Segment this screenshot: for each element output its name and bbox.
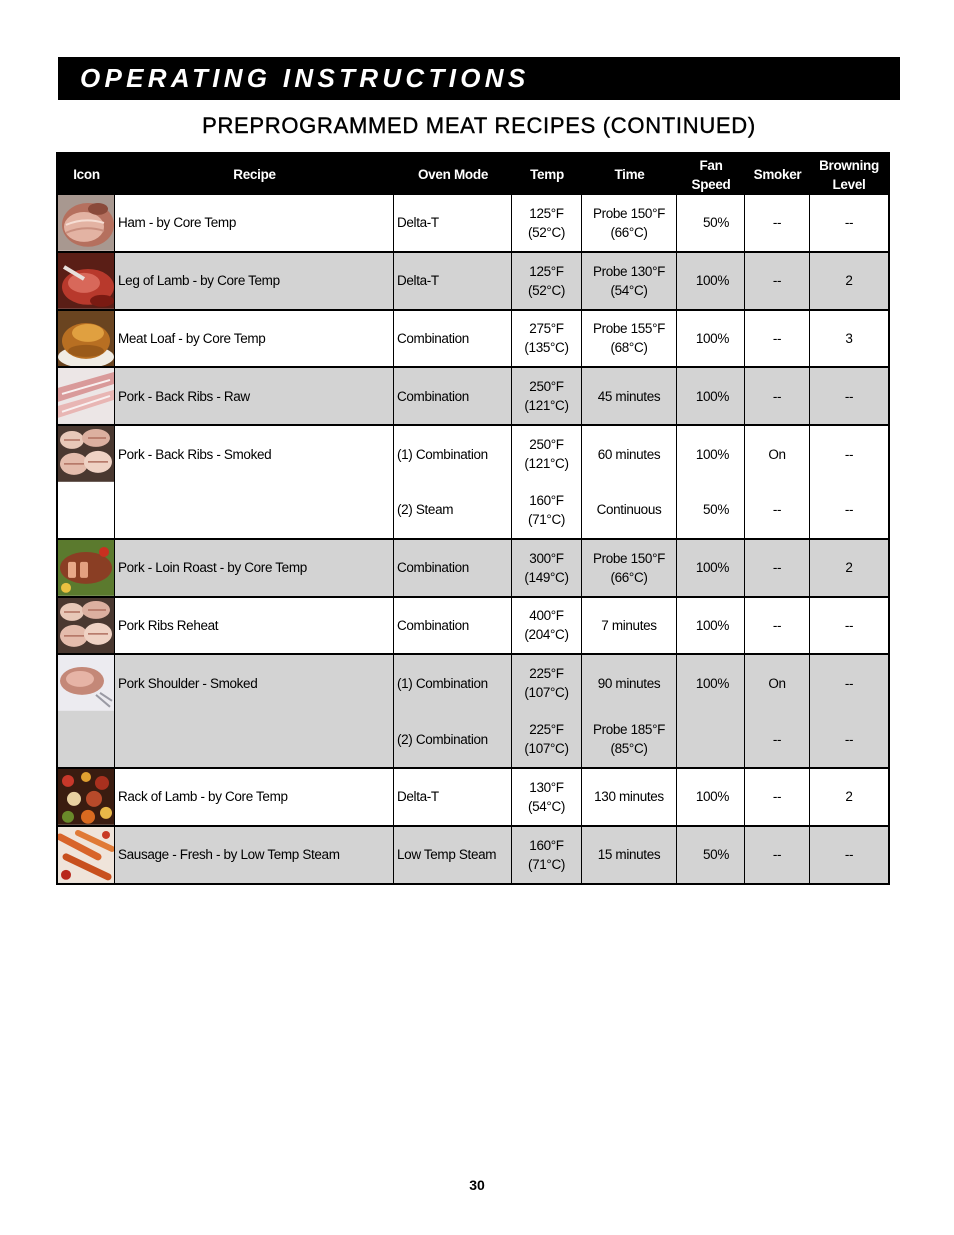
fan-speed-cell	[677, 540, 745, 596]
header-time	[582, 154, 677, 195]
temperature: (52°C)	[527, 282, 566, 298]
cook-time-cell	[582, 368, 677, 424]
temperature-cell	[512, 253, 582, 309]
temperature-cell	[512, 598, 582, 654]
fan-speed-cell	[677, 598, 745, 654]
temperature-cell	[512, 655, 582, 711]
smoker: --	[772, 847, 782, 863]
smoker: On	[768, 675, 786, 691]
oven-mode: (2) Steam	[397, 502, 454, 518]
oven-mode: Combination	[397, 388, 469, 404]
temperature: (149°C)	[524, 569, 569, 585]
temperature-cell	[512, 711, 582, 767]
table-row	[58, 195, 888, 253]
fan-speed-cell	[677, 426, 745, 482]
header-label: Level	[832, 176, 866, 192]
browning-level: --	[844, 388, 854, 404]
header-label: Icon	[73, 167, 100, 182]
temperature: (107°C)	[524, 685, 569, 701]
rack-of-lamb-icon	[58, 769, 114, 825]
recipe-step	[394, 655, 888, 711]
recipe-name: Pork - Loin Roast - by Core Temp	[118, 560, 307, 576]
oven-mode: (2) Combination	[397, 731, 488, 747]
recipe-steps	[394, 195, 888, 251]
temperature: 225°F	[529, 666, 564, 682]
smoker-cell	[745, 195, 810, 251]
ribs-reheat-icon	[58, 598, 114, 654]
temperature-cell	[512, 827, 582, 883]
temperature: 130°F	[529, 779, 564, 795]
temperature-cell	[512, 426, 582, 482]
fan-speed: 50%	[703, 215, 729, 231]
recipe-step	[394, 195, 888, 251]
oven-mode-cell	[394, 195, 512, 251]
table-row	[58, 769, 888, 827]
temperature: 160°F	[529, 492, 564, 508]
recipe-cell	[115, 827, 394, 883]
icon-cell	[58, 540, 115, 596]
recipe-name: Pork - Back Ribs - Smoked	[118, 446, 272, 462]
cook-time-cell	[582, 769, 677, 825]
table-row	[58, 655, 888, 769]
recipe-cell	[115, 655, 394, 767]
cook-time: (85°C)	[610, 741, 648, 757]
recipe-cell	[115, 426, 394, 538]
oven-mode: Delta-T	[397, 273, 439, 289]
browning-level: --	[844, 215, 854, 231]
page-number: 30	[469, 1177, 485, 1193]
icon-cell	[58, 426, 115, 538]
temperature: 250°F	[529, 379, 564, 395]
smoker: --	[772, 273, 782, 289]
browning-level: --	[844, 446, 854, 462]
oven-mode: Delta-T	[397, 789, 439, 805]
raw-back-ribs-icon	[58, 368, 114, 424]
fan-speed-cell	[677, 311, 745, 367]
recipe-cell	[115, 540, 394, 596]
fan-speed: 100%	[695, 789, 729, 805]
smoker-cell	[745, 482, 810, 538]
temperature-cell	[512, 769, 582, 825]
fan-speed: 100%	[695, 446, 729, 462]
table-row	[58, 253, 888, 311]
browning-level-cell	[810, 368, 888, 424]
cook-time-cell	[582, 253, 677, 309]
fan-speed-cell	[677, 482, 745, 538]
temperature: (71°C)	[527, 511, 566, 527]
recipe-step	[394, 827, 888, 883]
page-subtitle: PREPROGRAMMED MEAT RECIPES (CONTINUED)	[202, 113, 756, 138]
smoker-cell	[745, 368, 810, 424]
cook-time: 15 minutes	[597, 847, 661, 863]
smoker: --	[772, 215, 782, 231]
pork-shoulder-icon	[58, 655, 114, 711]
browning-level-cell	[810, 769, 888, 825]
browning-level-cell	[810, 482, 888, 538]
cook-time: Probe 185°F	[592, 722, 666, 738]
table-header	[58, 154, 888, 195]
temperature: 400°F	[529, 608, 564, 624]
recipe-steps	[394, 769, 888, 825]
fan-speed: 100%	[695, 617, 729, 633]
recipe-step	[394, 769, 888, 825]
smoker: On	[768, 446, 786, 462]
table-row	[58, 311, 888, 369]
temperature-cell	[512, 482, 582, 538]
browning-level-cell	[810, 598, 888, 654]
header-icon	[58, 154, 115, 195]
header-label: Recipe	[233, 167, 276, 182]
browning-level-cell	[810, 711, 888, 767]
recipe-step	[394, 311, 888, 367]
smoker-cell	[745, 827, 810, 883]
recipe-steps	[394, 827, 888, 883]
cook-time-cell	[582, 195, 677, 251]
sausage-icon	[58, 827, 114, 883]
oven-mode-cell	[394, 711, 512, 767]
smoker-cell	[745, 711, 810, 767]
recipe-steps	[394, 253, 888, 309]
icon-cell	[58, 253, 115, 309]
recipe-steps	[394, 655, 888, 767]
temperature: (52°C)	[527, 224, 566, 240]
recipe-step	[394, 711, 888, 767]
cook-time: Probe 150°F	[592, 205, 666, 221]
header-browning-level	[810, 154, 888, 195]
temperature-cell	[512, 195, 582, 251]
leg-of-lamb-icon	[58, 253, 114, 309]
icon-cell	[58, 655, 115, 767]
header-label: Fan	[699, 157, 723, 173]
recipe-cell	[115, 368, 394, 424]
table-row	[58, 598, 888, 656]
oven-mode: (1) Combination	[397, 675, 488, 691]
recipe-step	[394, 540, 888, 596]
temperature: (204°C)	[524, 627, 569, 643]
browning-level: 2	[845, 560, 853, 576]
header-label: Temp	[530, 167, 564, 182]
fan-speed: 100%	[695, 273, 729, 289]
temperature-cell	[512, 540, 582, 596]
temperature: 275°F	[529, 321, 564, 337]
recipe-steps	[394, 598, 888, 654]
cook-time: (54°C)	[610, 282, 648, 298]
recipe-name: Pork - Back Ribs - Raw	[118, 388, 250, 404]
header-oven-mode	[394, 154, 512, 195]
header-label: Speed	[691, 176, 731, 192]
header-fan-speed	[677, 154, 745, 195]
recipe-name: Sausage - Fresh - by Low Temp Steam	[118, 847, 340, 863]
cook-time-cell	[582, 598, 677, 654]
smoker-cell	[745, 311, 810, 367]
temperature: 125°F	[529, 205, 564, 221]
browning-level: --	[844, 675, 854, 691]
recipe-steps	[394, 426, 888, 538]
smoker-cell	[745, 426, 810, 482]
smoker-cell	[745, 540, 810, 596]
temperature: 160°F	[529, 837, 564, 853]
browning-level-cell	[810, 426, 888, 482]
cook-time: (66°C)	[610, 224, 648, 240]
cook-time: (68°C)	[610, 340, 648, 356]
header-temp	[512, 154, 582, 195]
browning-level: 2	[845, 273, 853, 289]
browning-level-cell	[810, 311, 888, 367]
fan-speed: 100%	[695, 560, 729, 576]
oven-mode-cell	[394, 482, 512, 538]
cook-time: Probe 150°F	[592, 550, 666, 566]
browning-level: --	[844, 731, 854, 747]
temperature: (107°C)	[524, 741, 569, 757]
fan-speed-cell	[677, 368, 745, 424]
recipe-step	[394, 368, 888, 424]
oven-mode-cell	[394, 827, 512, 883]
oven-mode: Combination	[397, 617, 469, 633]
recipe-steps	[394, 368, 888, 424]
fan-speed-cell	[677, 253, 745, 309]
icon-cell	[58, 827, 115, 883]
temperature-cell	[512, 368, 582, 424]
cook-time-cell	[582, 311, 677, 367]
recipe-name: Meat Loaf - by Core Temp	[118, 330, 266, 346]
oven-mode: (1) Combination	[397, 446, 488, 462]
smoker: --	[772, 502, 782, 518]
fan-speed: 100%	[695, 330, 729, 346]
table-row	[58, 368, 888, 426]
oven-mode-cell	[394, 540, 512, 596]
recipe-name: Ham - by Core Temp	[118, 215, 236, 231]
cook-time: Probe 130°F	[592, 263, 666, 279]
smoker-cell	[745, 769, 810, 825]
cook-time: Probe 155°F	[592, 321, 666, 337]
browning-level-cell	[810, 253, 888, 309]
smoker-cell	[745, 253, 810, 309]
recipe-steps	[394, 540, 888, 596]
recipe-name: Leg of Lamb - by Core Temp	[118, 273, 280, 289]
header-smoker	[745, 154, 810, 195]
smoked-back-ribs-icon	[58, 426, 114, 482]
oven-mode: Delta-T	[397, 215, 439, 231]
cook-time-cell	[582, 482, 677, 538]
smoker: --	[772, 789, 782, 805]
cook-time: 60 minutes	[597, 446, 661, 462]
smoker: --	[772, 731, 782, 747]
ham-icon	[58, 195, 114, 251]
recipe-step	[394, 253, 888, 309]
temperature: 225°F	[529, 722, 564, 738]
header-recipe	[115, 154, 394, 195]
header-label: Time	[614, 167, 645, 182]
temperature: (71°C)	[527, 856, 566, 872]
recipe-step	[394, 598, 888, 654]
smoker: --	[772, 388, 782, 404]
recipe-cell	[115, 769, 394, 825]
fan-speed-cell	[677, 655, 745, 711]
recipe-cell	[115, 598, 394, 654]
section-title: OPERATING INSTRUCTIONS	[80, 63, 530, 93]
recipe-name: Pork Shoulder - Smoked	[118, 675, 258, 691]
browning-level-cell	[810, 655, 888, 711]
cook-time-cell	[582, 426, 677, 482]
browning-level: --	[844, 502, 854, 518]
temperature: 300°F	[529, 550, 564, 566]
browning-level: 3	[845, 330, 853, 346]
cook-time-cell	[582, 655, 677, 711]
cook-time-cell	[582, 827, 677, 883]
fan-speed: 50%	[703, 847, 729, 863]
cook-time-cell	[582, 540, 677, 596]
table-row	[58, 426, 888, 540]
oven-mode-cell	[394, 311, 512, 367]
recipe-name: Pork Ribs Reheat	[118, 617, 219, 633]
cook-time-cell	[582, 711, 677, 767]
loin-roast-icon	[58, 540, 114, 596]
cook-time: 7 minutes	[601, 617, 657, 633]
oven-mode: Low Temp Steam	[397, 847, 497, 863]
fan-speed-cell	[677, 195, 745, 251]
oven-mode-cell	[394, 368, 512, 424]
cook-time: 45 minutes	[597, 388, 661, 404]
oven-mode-cell	[394, 253, 512, 309]
oven-mode-cell	[394, 655, 512, 711]
smoker-cell	[745, 655, 810, 711]
browning-level-cell	[810, 827, 888, 883]
oven-mode: Combination	[397, 330, 469, 346]
table-row	[58, 827, 888, 883]
section-banner	[58, 57, 900, 100]
icon-cell	[58, 769, 115, 825]
browning-level: 2	[845, 789, 853, 805]
temperature: (135°C)	[524, 340, 569, 356]
recipe-cell	[115, 253, 394, 309]
recipes-table	[56, 152, 890, 885]
recipe-cell	[115, 311, 394, 367]
oven-mode-cell	[394, 426, 512, 482]
fan-speed-cell	[677, 711, 745, 767]
cook-time: 130 minutes	[594, 789, 664, 805]
meat-loaf-icon	[58, 311, 114, 367]
temperature-cell	[512, 311, 582, 367]
recipe-name: Rack of Lamb - by Core Temp	[118, 789, 288, 805]
browning-level-cell	[810, 540, 888, 596]
temperature: (121°C)	[524, 398, 569, 414]
browning-level-cell	[810, 195, 888, 251]
browning-level: --	[844, 617, 854, 633]
temperature: 250°F	[529, 437, 564, 453]
oven-mode-cell	[394, 769, 512, 825]
fan-speed: 100%	[695, 388, 729, 404]
fan-speed: 100%	[695, 675, 729, 691]
recipe-step	[394, 426, 888, 482]
cook-time: Continuous	[596, 502, 662, 518]
recipe-cell	[115, 195, 394, 251]
temperature: 125°F	[529, 263, 564, 279]
temperature: (121°C)	[524, 456, 569, 472]
browning-level: --	[844, 847, 854, 863]
recipe-step	[394, 482, 888, 538]
icon-cell	[58, 195, 115, 251]
smoker: --	[772, 617, 782, 633]
fan-speed: 50%	[703, 502, 729, 518]
cook-time: 90 minutes	[597, 675, 661, 691]
recipe-steps	[394, 311, 888, 367]
table-body	[58, 195, 888, 883]
icon-cell	[58, 368, 115, 424]
header-label: Smoker	[753, 167, 802, 182]
smoker-cell	[745, 598, 810, 654]
icon-cell	[58, 311, 115, 367]
temperature: (54°C)	[527, 798, 566, 814]
fan-speed-cell	[677, 769, 745, 825]
oven-mode: Combination	[397, 560, 469, 576]
cook-time: (66°C)	[610, 569, 648, 585]
header-label: Browning	[819, 157, 879, 173]
smoker: --	[772, 330, 782, 346]
table-row	[58, 540, 888, 598]
fan-speed-cell	[677, 827, 745, 883]
icon-cell	[58, 598, 115, 654]
smoker: --	[772, 560, 782, 576]
header-label: Oven Mode	[417, 167, 489, 182]
oven-mode-cell	[394, 598, 512, 654]
